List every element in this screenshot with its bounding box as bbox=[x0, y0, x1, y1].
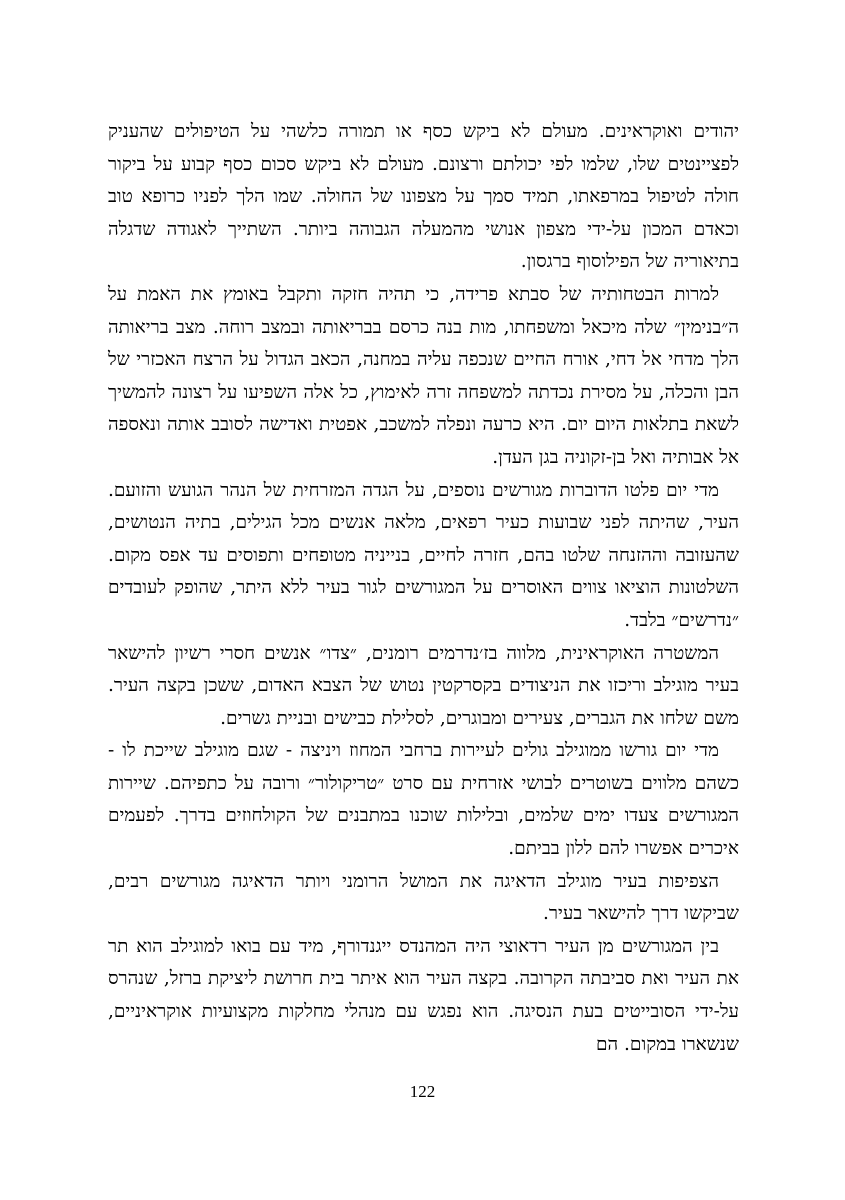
paragraph-1: יהודים ואוקראינים. מעולם לא ביקש כסף או תמורה כלשהי על הטיפולים שהעניק לפציינטים שלו, שלמו לפי יכולתם ורצונם. מעולם לא ביקש סכום כסף קבוע על ביקור חולה לטיפול במרפאתו, תמיד סמך על מצפונו של החולה. שמו הלך לפניו כרופא טוב וכאדם המכון על-ידי מצפון אנושי מהמעלה הגבוהה ביותר. השתייך לאגודה שדגלה בתיאוריה של הפילוסוף ברגסון. bbox=[108, 121, 739, 273]
document-body bbox=[108, 116, 739, 1061]
page-number: 122 bbox=[409, 1082, 436, 1101]
paragraph-3: מדי יום פלטו הדוברות מגורשים נוספים, על הגדה המזרחית של הנהר הגועש והזועם. העיר, שהיתה לפני שבועות כעיר רפאים, מלאה אנשים מכל הגילים, בתיה הנטושים, שהעזובה וההזנחה שלטו בהם, חזרה לחיים, בנייניה מטופחים ותפוסים עד אפס מקום. השלטונות הוציאו צווים האוסרים על המגורשים לגור בעיר ללא היתר, שהופק לעובדים ״נדרשים״ בלבד. bbox=[108, 479, 739, 631]
paragraph-7: בין המגורשים מן העיר רדאוצי היה המהנדס ייגנדורף, מיד עם בואו למוגילב הוא תר את העיר ואת סביבתה הקרובה. בקצה העיר הוא איתר בית חרושת ליציקת ברזל, שנהרס על-ידי הסובייטים בעת הנסיגה. הוא נפגש עם מנהלי מחלקות מקצועיות אוקראיניים, שנשארו במקום. הם bbox=[108, 935, 739, 1055]
paragraph-5: מדי יום גורשו ממוגילב גולים לעיירות ברחבי המחוז ויניצה - שגם מוגילב שייכת לו - כשהם מלווים בשוטרים לבושי אזרחית עם סרט ״טריקולור״ ורובה על כתפיהם. שיירות המגורשים צעדו ימים שלמים, ובלילות שוכנו במתבנים של הקולחוזים בדרך. לפעמים איכרים אפשרו להם ללון בביתם. bbox=[108, 740, 739, 860]
paragraph-4: המשטרה האוקראינית, מלווה בז׳נדרמים רומנים, ״צדו״ אנשים חסרי רשיון להישאר בעיר מוגילב וריכזו את הניצודים בקסרקטין נטוש של הצבא האדום, ששכן בקצה העיר. משם שלחו את הגברים, צעירים ומבוגרים, לסלילת כבישים ובניית גשרים. bbox=[108, 642, 739, 729]
paragraph-6: הצפיפות בעיר מוגילב הדאיגה את המושל הרומני ויותר הדאיגה מגורשים רבים, שביקשו דרך להישאר בעיר. bbox=[108, 870, 739, 925]
paragraph-2: למרות הבטחותיה של סבתא פרידה, כי תהיה חזקה ותקבל באומץ את האמת על ה״בנימין״ שלה מיכאל ומשפחתו, מות בנה כרסם בבריאותה ובמצב רוחה. מצב בריאותה הלך מדחי אל דחי, אורח החיים שנכפה עליה במחנה, הכאב הגדול על הרצח האכזרי של הבן והכלה, על מסירת נכדתה למשפחה זרה לאימוץ, כל אלה השפיעו על רצונה להמשיך לשאת בתלאות היום יום. היא כרעה ונפלה למשכב, אפטית ואדישה לסובב אותה ונאספה אל אבותיה ואל בן-זקוניה בגן העדן. bbox=[108, 283, 739, 468]
